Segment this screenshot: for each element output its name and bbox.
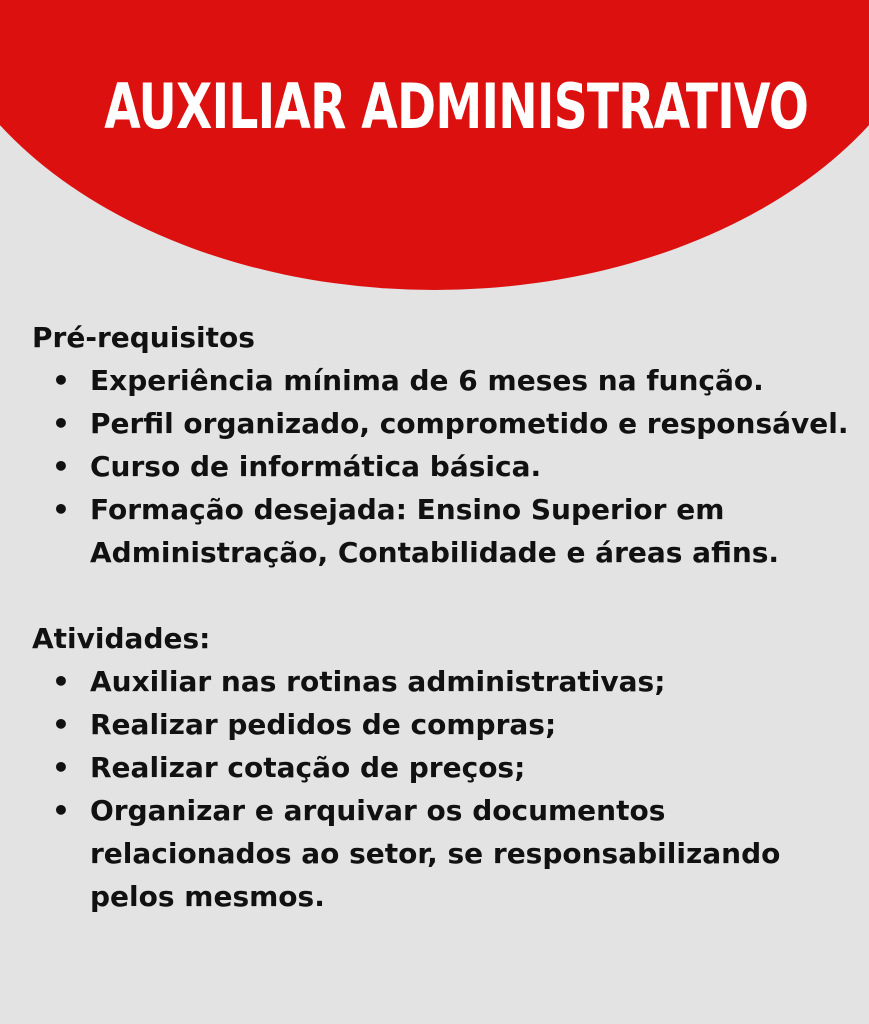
bullet-icon: • [52,794,70,827]
bullet-icon: • [52,665,70,698]
bullet-icon: • [52,708,70,741]
bullet-icon: • [52,407,70,440]
activities-heading: Atividades: [32,622,211,655]
list-item: • Realizar cotação de preços; [32,746,862,789]
bullet-icon: • [52,493,70,526]
section-spacer [32,574,862,617]
requirements-list [32,359,862,574]
list-item: • Realizar pedidos de compras; [32,703,862,746]
bullet-icon: • [52,450,70,483]
list-item: • Perfil organizado, comprometido e responsável. [32,402,862,445]
list-item: • Experiência mínima de 6 meses na função. [32,359,862,402]
bullet-icon: • [52,364,70,397]
bullet-icon: • [52,751,70,784]
list-item: • Auxiliar nas rotinas administrativas; [32,660,862,703]
list-item: • Formação desejada: Ensino Superior em Administração, Contabilidade e áreas afins. [32,488,862,574]
job-description [32,316,862,918]
page-title: AUXILIAR ADMINISTRATIVO [104,70,809,143]
requirements-heading: Pré-requisitos [32,321,255,354]
list-item: • Curso de informática básica. [32,445,862,488]
list-item: • Organizar e arquivar os documentos relacionados ao setor, se responsabilizando pelos mesmos. [32,789,862,918]
activities-list [32,660,862,918]
